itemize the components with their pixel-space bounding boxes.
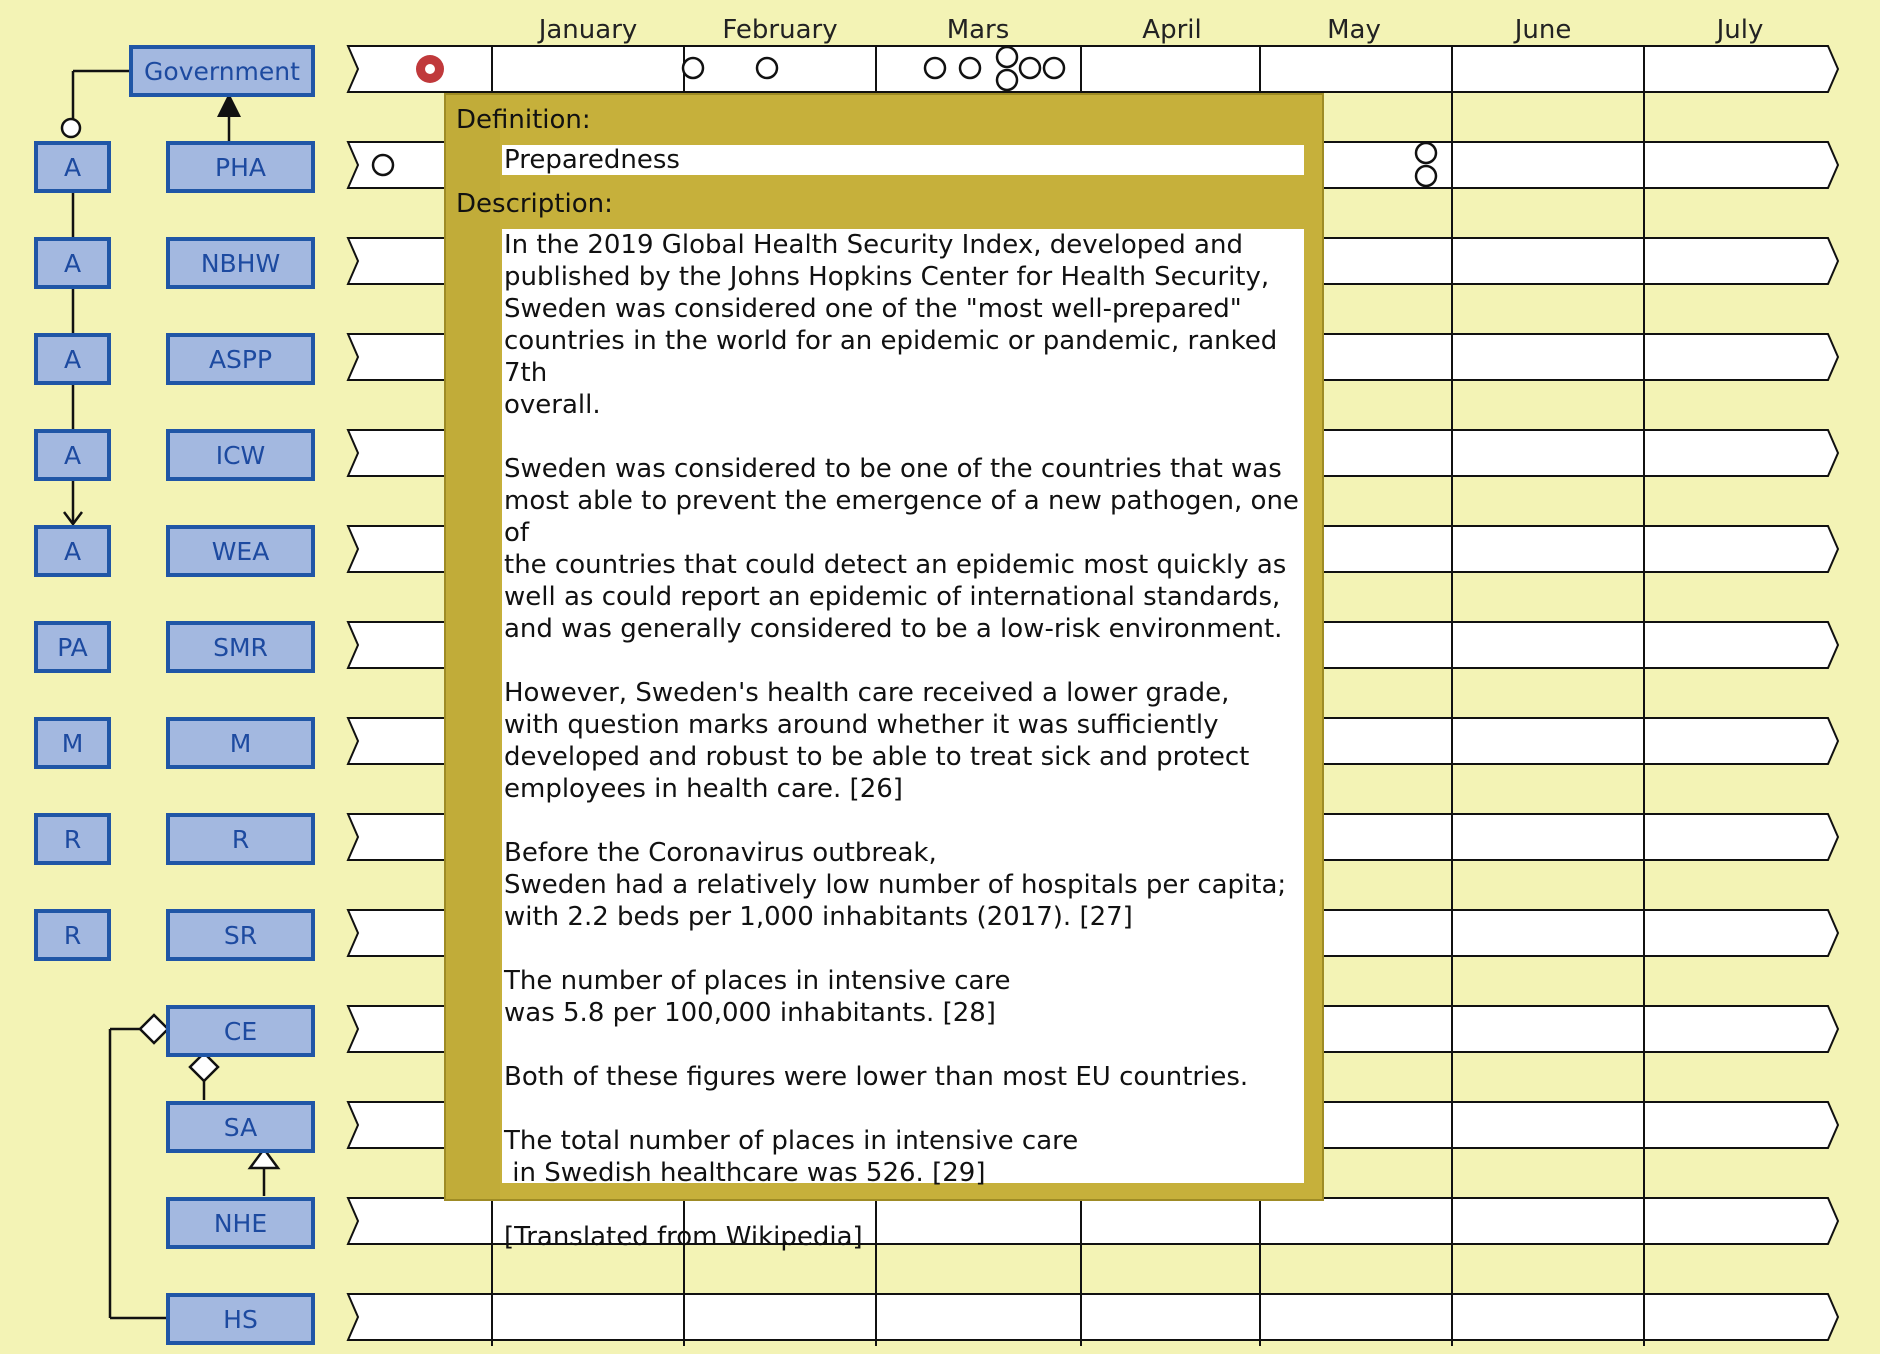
month-label-july: July bbox=[1716, 15, 1764, 45]
actor-wea-label: WEA bbox=[211, 537, 270, 566]
description-label: Description: bbox=[456, 189, 613, 219]
selected-event-center bbox=[425, 64, 435, 74]
actor-government-label: Government bbox=[144, 57, 300, 86]
actor-ce-label: CE bbox=[223, 1017, 258, 1046]
month-label-june: June bbox=[1514, 15, 1572, 45]
swimlane-0[interactable] bbox=[348, 46, 1838, 92]
actor-boxes bbox=[36, 47, 313, 1343]
actor-m-label: M bbox=[229, 729, 252, 758]
actor-aspp-label: ASPP bbox=[208, 345, 273, 374]
definition-field[interactable]: Preparedness bbox=[502, 145, 1304, 175]
event-marker[interactable] bbox=[997, 47, 1017, 67]
definition-label: Definition: bbox=[456, 105, 591, 135]
description-field[interactable]: In the 2019 Global Health Security Index, developed and published by the Johns Hopkins Center for Health Security, Sweden was considered one of the "most well-prepared" countries in the world for an epidemic or pandemic, ranked 7th overall. Sweden was considered to be one of the countries that was most able to prevent the emergence of a new pathogen, one of the countries that could detect an epidemic most quickly as well as could report an epidemic of international standards, and was generally considered to be a low-risk environment. However, Sweden's health care received a lower grade, with question marks around whether it was sufficiently developed and robust to be able to treat sick and protect employees in health care. [26] Before the Coronavirus outbreak, Sweden had a relatively low number of hospitals per capita; with 2.2 beds per 1,000 inhabitants (2017). [27] The number of places in intensive care was 5.8 per 100,000 inhabitants. [28] Both of these figures were lower than most EU countries. The total number of places in intensive care in Swedish healthcare was 526. [29] [Translated from Wikipedia] bbox=[502, 229, 1304, 1183]
actor-smr-label: SMR bbox=[213, 633, 268, 662]
actor-left-7-label: R bbox=[63, 825, 82, 854]
actor-left-0-label: A bbox=[63, 153, 82, 182]
actor-left-3-label: A bbox=[63, 441, 82, 470]
month-label-january: January bbox=[538, 15, 638, 45]
actor-left-2-label: A bbox=[63, 345, 82, 374]
event-marker[interactable] bbox=[757, 58, 777, 78]
month-label-may: May bbox=[1327, 15, 1381, 45]
month-label-february: February bbox=[722, 15, 838, 45]
actor-icw-label: ICW bbox=[215, 441, 266, 470]
event-marker[interactable] bbox=[1416, 166, 1436, 186]
swimlane-13[interactable] bbox=[348, 1294, 1838, 1340]
actor-sa-label: SA bbox=[223, 1113, 258, 1142]
event-marker[interactable] bbox=[997, 70, 1017, 90]
actor-left-6-label: M bbox=[61, 729, 84, 758]
actor-pha-label: PHA bbox=[215, 153, 266, 182]
event-marker[interactable] bbox=[1044, 58, 1064, 78]
event-marker[interactable] bbox=[1416, 143, 1436, 163]
actor-r-label: R bbox=[231, 825, 250, 854]
event-marker[interactable] bbox=[925, 58, 945, 78]
aggregation-diamond bbox=[190, 1053, 218, 1081]
event-marker[interactable] bbox=[683, 58, 703, 78]
actor-sr-label: SR bbox=[223, 921, 258, 950]
event-marker[interactable] bbox=[373, 155, 393, 175]
actor-left-1-label: A bbox=[63, 249, 82, 278]
actor-left-8-label: R bbox=[63, 921, 82, 950]
event-marker[interactable] bbox=[1020, 58, 1040, 78]
actor-hs-label: HS bbox=[223, 1305, 258, 1334]
aggregation-diamond bbox=[140, 1015, 168, 1043]
actor-nhe-label: NHE bbox=[213, 1209, 268, 1238]
month-header bbox=[537, 15, 1764, 45]
actor-left-5-label: PA bbox=[57, 633, 88, 662]
event-marker[interactable] bbox=[960, 58, 980, 78]
month-label-mars: Mars bbox=[946, 15, 1010, 45]
actor-nbhw-label: NBHW bbox=[200, 249, 281, 278]
actor-left-4-label: A bbox=[63, 537, 82, 566]
definition-popup bbox=[444, 93, 1324, 1252]
month-label-april: April bbox=[1142, 15, 1202, 45]
association-circle bbox=[62, 119, 80, 137]
popup-strip bbox=[446, 95, 500, 1199]
